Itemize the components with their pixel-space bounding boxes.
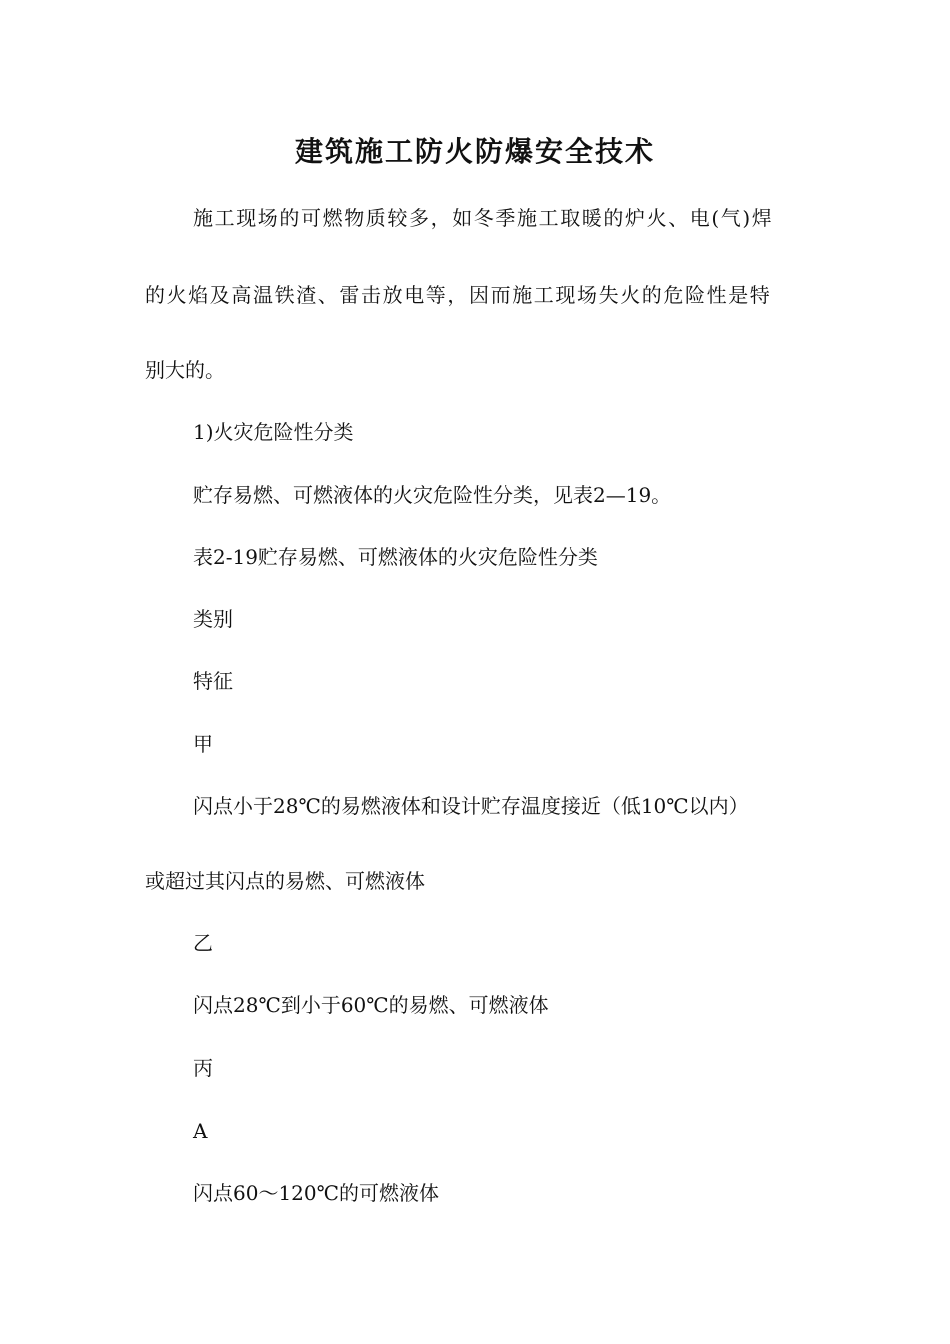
table-row-category: 丙 (193, 1056, 213, 1080)
document-title: 建筑施工防火防爆安全技术 (294, 135, 655, 168)
intro-line-1: 施工现场的可燃物质较多，如冬季施工取暖的炉火、电(气)焊 (193, 206, 774, 230)
table-caption: 表2-19贮存易燃、可燃液体的火灾危险性分类 (193, 545, 598, 569)
table-header-feature: 特征 (193, 669, 233, 693)
table-row-feature: 闪点28℃到小于60℃的易燃、可燃液体 (193, 993, 549, 1017)
section-heading: 1)火灾危险性分类 (193, 420, 354, 444)
table-row-feature: 闪点小于28℃的易燃液体和设计贮存温度接近（低10℃以内） (193, 794, 749, 818)
intro-line-2: 的火焰及高温铁渣、雷击放电等，因而施工现场失火的危险性是特 (145, 283, 772, 307)
reference-text: 贮存易燃、可燃液体的火灾危险性分类，见表2—19。 (193, 483, 672, 507)
table-row-feature-continued: 或超过其闪点的易燃、可燃液体 (145, 869, 425, 893)
table-header-category: 类别 (193, 607, 233, 631)
intro-line-3: 别大的。 (145, 358, 225, 382)
table-row-feature: 闪点60～120℃的可燃液体 (193, 1181, 439, 1205)
table-row-category: 乙 (193, 931, 213, 955)
table-row-subcategory: A (193, 1119, 208, 1143)
table-row-category: 甲 (193, 732, 213, 756)
